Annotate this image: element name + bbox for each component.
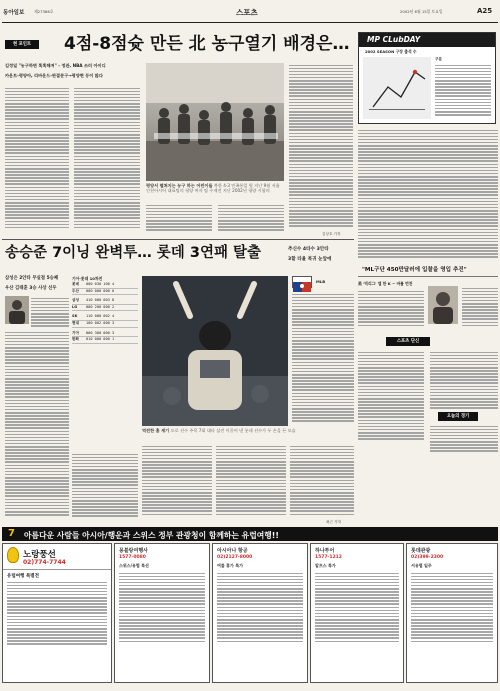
lead-byline: 김상호 기자 bbox=[322, 232, 341, 236]
lead-photo bbox=[146, 63, 284, 181]
scoreboard-line-score: 110 000 002 4 bbox=[86, 314, 115, 319]
scoreboard-row bbox=[72, 289, 138, 296]
scoreboard-rows bbox=[72, 282, 138, 344]
paper-name: 동아일보 bbox=[3, 10, 25, 16]
scoreboard-row bbox=[72, 298, 138, 305]
banner-ad-number: 7 bbox=[8, 528, 15, 539]
section-divider bbox=[2, 239, 354, 240]
issue-number: 제27386호 bbox=[34, 9, 54, 14]
second-headline: 송승준 7이닝 완벽투… 롯데 3연패 탈출 bbox=[5, 245, 262, 261]
scoreboard-line-score: 410 000 003 8 bbox=[86, 298, 115, 303]
second-subhead-2: 우산 김태훈 3승 사상 선두 bbox=[5, 286, 57, 291]
second-byline: 최근 기자 bbox=[326, 520, 342, 524]
batter-photo-scene bbox=[142, 276, 288, 426]
second-side-subhead-2: 3할 타율 복귀 눈앞에 bbox=[288, 257, 332, 262]
scoreboard-team: LG bbox=[72, 304, 78, 309]
travel-ad-3[interactable] bbox=[212, 543, 308, 683]
travel-ad-brand-bar bbox=[3, 544, 111, 570]
scoreboard-row bbox=[72, 305, 138, 312]
travel-ad-3-brand: 아시아나 항공 bbox=[217, 548, 248, 554]
sports-brief-title-text: 스포츠 단신 bbox=[396, 339, 420, 344]
scoreboard-line-score: 000 200 000 2 bbox=[86, 304, 115, 309]
lead-body-column-1 bbox=[5, 86, 69, 231]
travel-ad-brand: 노랑풍선 bbox=[23, 550, 56, 560]
travel-ad-large[interactable] bbox=[2, 543, 112, 683]
travel-ad-4-headline: 알프스 특가 bbox=[315, 563, 336, 568]
travel-ad-4-brand: 하나투어 bbox=[315, 548, 335, 554]
stats-infobox bbox=[358, 32, 496, 124]
second-body-column-4 bbox=[72, 452, 138, 520]
lead-body-column-4 bbox=[218, 203, 284, 231]
today-games-title bbox=[438, 412, 478, 421]
mlb-logo-icon bbox=[293, 282, 311, 292]
pitcher-thumbnail-figure bbox=[5, 296, 29, 324]
batter-photo bbox=[142, 276, 288, 426]
section-title: 스포츠 bbox=[236, 8, 258, 17]
lead-headline: 4점-8점슛 만든 北 농구열기 배경은… bbox=[64, 34, 350, 54]
infobox-title: 2002 SEASON 구장 출석 수 bbox=[365, 49, 417, 54]
scoreboard-line-score: 000 000 000 0 bbox=[86, 288, 115, 293]
travel-ad-2-phone: 1577-0080 bbox=[119, 555, 146, 560]
lead-photo-caption bbox=[146, 183, 284, 201]
scoreboard-line-score: 000 030 100 4 bbox=[86, 282, 115, 286]
banner-ad-text: 아름다운 사람들 아시아/행운과 스위스 정부 관광청이 함께하는 유럽여행!! bbox=[24, 530, 279, 540]
travel-ad-3-headline: 여름 휴가 특가 bbox=[217, 563, 243, 568]
lead-body-column-5 bbox=[289, 63, 353, 231]
travel-ad-2-headline: 스위스/유럽 특선 bbox=[119, 563, 149, 568]
player-portrait-figure bbox=[428, 286, 458, 324]
scoreboard-row bbox=[72, 321, 138, 328]
scoreboard-line-score: 000 300 000 3 bbox=[86, 330, 115, 335]
travel-ad-4[interactable] bbox=[310, 543, 404, 683]
scoreboard bbox=[72, 276, 138, 448]
banner-ad[interactable] bbox=[2, 527, 498, 541]
travel-ad-2[interactable] bbox=[114, 543, 210, 683]
sports-brief-column-1 bbox=[358, 350, 424, 442]
balloon-icon bbox=[7, 547, 19, 563]
scoreboard-row bbox=[72, 314, 138, 321]
lead-body-column-2 bbox=[74, 86, 140, 231]
travel-ad-5-listing bbox=[411, 571, 493, 679]
lead-kicker-text: 현 포인트 bbox=[12, 42, 32, 47]
scoreboard-team: 현대 bbox=[72, 320, 79, 325]
player-portrait bbox=[428, 286, 458, 324]
batter-photo-caption-text: 프로 선수 주목 7회 대타 삼진 이끌어 낸 롯데 선수가 두 손을 든 모습 bbox=[170, 428, 296, 433]
scoreboard-line-score: 100 002 000 3 bbox=[86, 320, 115, 325]
lead-kicker bbox=[5, 40, 39, 49]
infobox-logo: MP CLubDAY bbox=[367, 35, 421, 44]
page-number: A25 bbox=[477, 7, 493, 15]
lead-photo-caption-text: 북한 4·3 민족통일 원 지난 9월 서울 인천아시아 대표팀의 평양 여자 팀 수제전 지난 2002년 평양 시합의 bbox=[146, 183, 280, 194]
today-games-list bbox=[430, 424, 498, 452]
scoreboard-team: 한화 bbox=[72, 337, 79, 342]
sidebar-body-2 bbox=[358, 289, 424, 329]
travel-ad-5[interactable] bbox=[406, 543, 498, 683]
sidebar-rule bbox=[358, 276, 498, 277]
travel-ad-5-headline: 서유럽 일주 bbox=[411, 563, 432, 568]
batter-photo-caption-title: 역전한 홈 세기 bbox=[142, 428, 170, 433]
sports-brief-title bbox=[386, 337, 430, 346]
issue-date: 2002년 6월 15일 토요일 bbox=[400, 9, 443, 14]
masthead bbox=[0, 0, 500, 22]
scoreboard-row bbox=[72, 337, 138, 344]
infobox-column-header: 구분 bbox=[435, 57, 442, 61]
mlb-logo bbox=[292, 276, 312, 288]
sidebar-headline: 美 '빅리그' 엘 한 K ~ 바를 번찬 bbox=[358, 281, 413, 286]
travel-ad-phone: 02)774-7744 bbox=[23, 559, 66, 566]
sidebar-body-1 bbox=[358, 128, 498, 260]
sports-brief-column-2 bbox=[430, 350, 498, 410]
travel-ad-listing bbox=[7, 580, 107, 678]
travel-ad-4-phone: 1577-1212 bbox=[315, 555, 342, 560]
scoreboard-team: 두산 bbox=[72, 288, 79, 293]
travel-ad-2-brand: 몽블랑여행사 bbox=[119, 548, 148, 554]
sidebar-pullquote: "ML구단 450만달러에 입찰을 영입 추진" bbox=[362, 267, 467, 273]
second-body-column-5 bbox=[142, 444, 212, 520]
mlb-label: MLB bbox=[316, 279, 326, 284]
travel-ad-3-phone: 02)2127-8000 bbox=[217, 555, 253, 560]
lead-photo-caption-title: 평양서 펼쳐지는 농구 하는 어린이들 bbox=[146, 183, 213, 188]
batter-photo-caption bbox=[142, 428, 356, 442]
sidebar-body-3 bbox=[462, 286, 498, 330]
infobox-header bbox=[359, 33, 495, 47]
scoreboard-team: 롯데 bbox=[72, 282, 79, 286]
scoreboard-row bbox=[72, 282, 138, 289]
travel-ad-2-listing bbox=[119, 571, 205, 679]
infobox-figure bbox=[363, 57, 431, 119]
lead-body-column-3 bbox=[146, 203, 212, 231]
second-body-column-7 bbox=[290, 444, 354, 520]
travel-ad-headline: 유럽여행 특별전 bbox=[7, 574, 39, 579]
lead-photo-scene bbox=[146, 63, 284, 181]
second-subhead-1: 삼성은 2안타 무실점 5승째 bbox=[5, 276, 59, 281]
second-body-column-6 bbox=[216, 444, 286, 520]
infobox-table bbox=[435, 63, 491, 119]
second-body-column-2 bbox=[5, 330, 69, 520]
travel-ad-5-phone: 02)399-2300 bbox=[411, 555, 444, 560]
scoreboard-team: 삼성 bbox=[72, 298, 79, 303]
second-body-column-3 bbox=[292, 292, 354, 426]
second-body-column-1 bbox=[31, 296, 69, 328]
second-side-subhead-1: 추신수 4타수 3안타 bbox=[288, 247, 329, 252]
scoreboard-title: 기아-롯데 10차전 bbox=[72, 276, 103, 281]
today-games-title-text: 오늘의 경기 bbox=[446, 414, 470, 419]
pitcher-thumbnail bbox=[5, 296, 29, 324]
travel-ad-3-listing bbox=[217, 571, 303, 679]
travel-ad-4-listing bbox=[315, 571, 399, 679]
scoreboard-team: 기아 bbox=[72, 330, 79, 335]
lead-subhead-2: 카운트-평양아, 리바운드-판결문구→평양현 등이 많다 bbox=[5, 73, 103, 78]
travel-ad-5-brand: 롯데관광 bbox=[411, 548, 431, 554]
scoreboard-line-score: 010 000 000 1 bbox=[86, 337, 115, 342]
lead-subhead-1: 김정일 "농구하면 똑똑해져" - 정관, NBA 쓰러 아이디 bbox=[5, 63, 106, 68]
scoreboard-team: SK bbox=[72, 314, 78, 319]
scoreboard-row bbox=[72, 331, 138, 338]
masthead-rule bbox=[2, 22, 498, 23]
